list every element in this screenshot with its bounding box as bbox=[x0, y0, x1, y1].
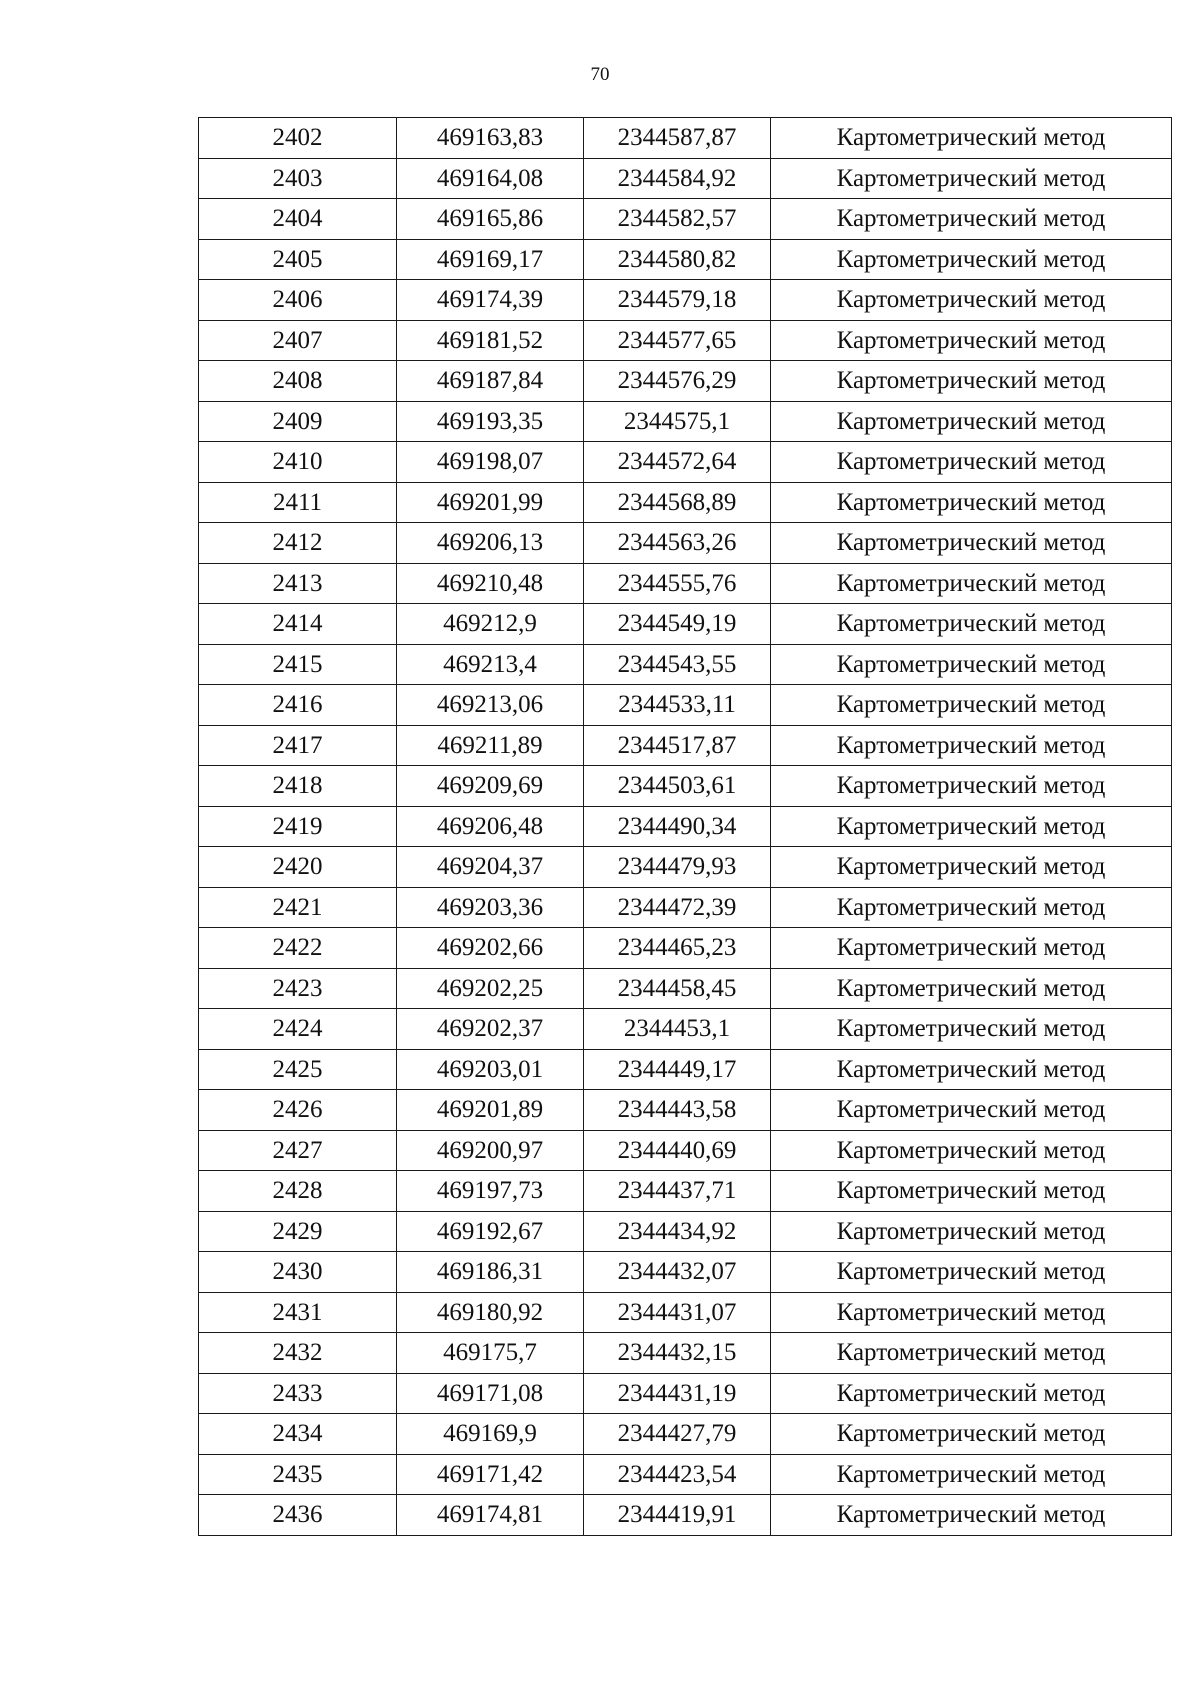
table-row bbox=[199, 361, 1172, 402]
method-cell: Картометрический метод bbox=[771, 1292, 1172, 1333]
y-coordinate-cell: 2344443,58 bbox=[584, 1090, 771, 1131]
y-coordinate-cell: 2344517,87 bbox=[584, 725, 771, 766]
table-row bbox=[199, 1252, 1172, 1293]
point-number-cell: 2432 bbox=[199, 1333, 397, 1374]
table-row bbox=[199, 1211, 1172, 1252]
y-coordinate-cell: 2344431,07 bbox=[584, 1292, 771, 1333]
method-cell: Картометрический метод bbox=[771, 563, 1172, 604]
x-coordinate-cell: 469203,01 bbox=[397, 1049, 584, 1090]
point-number-cell: 2410 bbox=[199, 442, 397, 483]
table-row bbox=[199, 1171, 1172, 1212]
point-number-cell: 2417 bbox=[199, 725, 397, 766]
y-coordinate-cell: 2344555,76 bbox=[584, 563, 771, 604]
y-coordinate-cell: 2344437,71 bbox=[584, 1171, 771, 1212]
table-row bbox=[199, 482, 1172, 523]
x-coordinate-cell: 469209,69 bbox=[397, 766, 584, 807]
x-coordinate-cell: 469213,4 bbox=[397, 644, 584, 685]
x-coordinate-cell: 469192,67 bbox=[397, 1211, 584, 1252]
point-number-cell: 2420 bbox=[199, 847, 397, 888]
y-coordinate-cell: 2344563,26 bbox=[584, 523, 771, 564]
point-number-cell: 2415 bbox=[199, 644, 397, 685]
coordinates-table-body bbox=[199, 118, 1172, 1536]
y-coordinate-cell: 2344572,64 bbox=[584, 442, 771, 483]
point-number-cell: 2403 bbox=[199, 158, 397, 199]
point-number-cell: 2402 bbox=[199, 118, 397, 159]
x-coordinate-cell: 469198,07 bbox=[397, 442, 584, 483]
method-cell: Картометрический метод bbox=[771, 1090, 1172, 1131]
table-row bbox=[199, 766, 1172, 807]
x-coordinate-cell: 469171,08 bbox=[397, 1373, 584, 1414]
table-row bbox=[199, 685, 1172, 726]
method-cell: Картометрический метод bbox=[771, 1373, 1172, 1414]
point-number-cell: 2408 bbox=[199, 361, 397, 402]
table-row bbox=[199, 280, 1172, 321]
table-row bbox=[199, 725, 1172, 766]
point-number-cell: 2423 bbox=[199, 968, 397, 1009]
point-number-cell: 2407 bbox=[199, 320, 397, 361]
table-row bbox=[199, 239, 1172, 280]
y-coordinate-cell: 2344419,91 bbox=[584, 1495, 771, 1536]
method-cell: Картометрический метод bbox=[771, 1211, 1172, 1252]
y-coordinate-cell: 2344549,19 bbox=[584, 604, 771, 645]
x-coordinate-cell: 469186,31 bbox=[397, 1252, 584, 1293]
y-coordinate-cell: 2344479,93 bbox=[584, 847, 771, 888]
x-coordinate-cell: 469163,83 bbox=[397, 118, 584, 159]
method-cell: Картометрический метод bbox=[771, 766, 1172, 807]
table-row bbox=[199, 401, 1172, 442]
point-number-cell: 2416 bbox=[199, 685, 397, 726]
method-cell: Картометрический метод bbox=[771, 887, 1172, 928]
y-coordinate-cell: 2344568,89 bbox=[584, 482, 771, 523]
y-coordinate-cell: 2344434,92 bbox=[584, 1211, 771, 1252]
y-coordinate-cell: 2344427,79 bbox=[584, 1414, 771, 1455]
table-row bbox=[199, 644, 1172, 685]
table-row bbox=[199, 928, 1172, 969]
x-coordinate-cell: 469193,35 bbox=[397, 401, 584, 442]
y-coordinate-cell: 2344453,1 bbox=[584, 1009, 771, 1050]
method-cell: Картометрический метод bbox=[771, 1454, 1172, 1495]
x-coordinate-cell: 469204,37 bbox=[397, 847, 584, 888]
x-coordinate-cell: 469211,89 bbox=[397, 725, 584, 766]
table-row bbox=[199, 563, 1172, 604]
method-cell: Картометрический метод bbox=[771, 604, 1172, 645]
method-cell: Картометрический метод bbox=[771, 1171, 1172, 1212]
method-cell: Картометрический метод bbox=[771, 158, 1172, 199]
y-coordinate-cell: 2344582,57 bbox=[584, 199, 771, 240]
x-coordinate-cell: 469202,25 bbox=[397, 968, 584, 1009]
x-coordinate-cell: 469197,73 bbox=[397, 1171, 584, 1212]
method-cell: Картометрический метод bbox=[771, 361, 1172, 402]
table-row bbox=[199, 523, 1172, 564]
table-row bbox=[199, 887, 1172, 928]
method-cell: Картометрический метод bbox=[771, 806, 1172, 847]
x-coordinate-cell: 469180,92 bbox=[397, 1292, 584, 1333]
method-cell: Картометрический метод bbox=[771, 118, 1172, 159]
x-coordinate-cell: 469206,48 bbox=[397, 806, 584, 847]
y-coordinate-cell: 2344543,55 bbox=[584, 644, 771, 685]
x-coordinate-cell: 469187,84 bbox=[397, 361, 584, 402]
x-coordinate-cell: 469210,48 bbox=[397, 563, 584, 604]
table-row bbox=[199, 1090, 1172, 1131]
table-row bbox=[199, 199, 1172, 240]
point-number-cell: 2426 bbox=[199, 1090, 397, 1131]
point-number-cell: 2411 bbox=[199, 482, 397, 523]
table-row bbox=[199, 1495, 1172, 1536]
x-coordinate-cell: 469202,66 bbox=[397, 928, 584, 969]
method-cell: Картометрический метод bbox=[771, 401, 1172, 442]
table-row bbox=[199, 320, 1172, 361]
x-coordinate-cell: 469206,13 bbox=[397, 523, 584, 564]
table-row bbox=[199, 1009, 1172, 1050]
x-coordinate-cell: 469200,97 bbox=[397, 1130, 584, 1171]
x-coordinate-cell: 469181,52 bbox=[397, 320, 584, 361]
page-number: 70 bbox=[590, 64, 610, 85]
method-cell: Картометрический метод bbox=[771, 523, 1172, 564]
point-number-cell: 2418 bbox=[199, 766, 397, 807]
method-cell: Картометрический метод bbox=[771, 1414, 1172, 1455]
method-cell: Картометрический метод bbox=[771, 1049, 1172, 1090]
table-row bbox=[199, 1373, 1172, 1414]
y-coordinate-cell: 2344423,54 bbox=[584, 1454, 771, 1495]
table-row bbox=[199, 968, 1172, 1009]
method-cell: Картометрический метод bbox=[771, 442, 1172, 483]
method-cell: Картометрический метод bbox=[771, 928, 1172, 969]
method-cell: Картометрический метод bbox=[771, 1252, 1172, 1293]
point-number-cell: 2409 bbox=[199, 401, 397, 442]
table-row bbox=[199, 1333, 1172, 1374]
table-row bbox=[199, 604, 1172, 645]
method-cell: Картометрический метод bbox=[771, 280, 1172, 321]
method-cell: Картометрический метод bbox=[771, 199, 1172, 240]
y-coordinate-cell: 2344587,87 bbox=[584, 118, 771, 159]
point-number-cell: 2412 bbox=[199, 523, 397, 564]
point-number-cell: 2406 bbox=[199, 280, 397, 321]
method-cell: Картометрический метод bbox=[771, 847, 1172, 888]
x-coordinate-cell: 469169,17 bbox=[397, 239, 584, 280]
method-cell: Картометрический метод bbox=[771, 725, 1172, 766]
point-number-cell: 2436 bbox=[199, 1495, 397, 1536]
point-number-cell: 2425 bbox=[199, 1049, 397, 1090]
x-coordinate-cell: 469174,39 bbox=[397, 280, 584, 321]
method-cell: Картометрический метод bbox=[771, 1009, 1172, 1050]
point-number-cell: 2431 bbox=[199, 1292, 397, 1333]
point-number-cell: 2421 bbox=[199, 887, 397, 928]
point-number-cell: 2427 bbox=[199, 1130, 397, 1171]
point-number-cell: 2435 bbox=[199, 1454, 397, 1495]
method-cell: Картометрический метод bbox=[771, 968, 1172, 1009]
method-cell: Картометрический метод bbox=[771, 685, 1172, 726]
y-coordinate-cell: 2344472,39 bbox=[584, 887, 771, 928]
x-coordinate-cell: 469175,7 bbox=[397, 1333, 584, 1374]
y-coordinate-cell: 2344432,07 bbox=[584, 1252, 771, 1293]
point-number-cell: 2413 bbox=[199, 563, 397, 604]
x-coordinate-cell: 469203,36 bbox=[397, 887, 584, 928]
y-coordinate-cell: 2344440,69 bbox=[584, 1130, 771, 1171]
x-coordinate-cell: 469213,06 bbox=[397, 685, 584, 726]
y-coordinate-cell: 2344449,17 bbox=[584, 1049, 771, 1090]
method-cell: Картометрический метод bbox=[771, 1333, 1172, 1374]
point-number-cell: 2414 bbox=[199, 604, 397, 645]
y-coordinate-cell: 2344490,34 bbox=[584, 806, 771, 847]
table-row bbox=[199, 1414, 1172, 1455]
y-coordinate-cell: 2344580,82 bbox=[584, 239, 771, 280]
point-number-cell: 2433 bbox=[199, 1373, 397, 1414]
x-coordinate-cell: 469169,9 bbox=[397, 1414, 584, 1455]
table-row bbox=[199, 442, 1172, 483]
point-number-cell: 2428 bbox=[199, 1171, 397, 1212]
method-cell: Картометрический метод bbox=[771, 1495, 1172, 1536]
method-cell: Картометрический метод bbox=[771, 1130, 1172, 1171]
point-number-cell: 2424 bbox=[199, 1009, 397, 1050]
method-cell: Картометрический метод bbox=[771, 644, 1172, 685]
point-number-cell: 2434 bbox=[199, 1414, 397, 1455]
y-coordinate-cell: 2344465,23 bbox=[584, 928, 771, 969]
method-cell: Картометрический метод bbox=[771, 239, 1172, 280]
coordinates-table bbox=[198, 117, 1172, 1536]
y-coordinate-cell: 2344431,19 bbox=[584, 1373, 771, 1414]
table-row bbox=[199, 1454, 1172, 1495]
point-number-cell: 2422 bbox=[199, 928, 397, 969]
point-number-cell: 2429 bbox=[199, 1211, 397, 1252]
method-cell: Картометрический метод bbox=[771, 482, 1172, 523]
x-coordinate-cell: 469171,42 bbox=[397, 1454, 584, 1495]
y-coordinate-cell: 2344579,18 bbox=[584, 280, 771, 321]
y-coordinate-cell: 2344432,15 bbox=[584, 1333, 771, 1374]
x-coordinate-cell: 469202,37 bbox=[397, 1009, 584, 1050]
table-row bbox=[199, 1049, 1172, 1090]
x-coordinate-cell: 469164,08 bbox=[397, 158, 584, 199]
table-row bbox=[199, 1130, 1172, 1171]
x-coordinate-cell: 469165,86 bbox=[397, 199, 584, 240]
point-number-cell: 2404 bbox=[199, 199, 397, 240]
y-coordinate-cell: 2344576,29 bbox=[584, 361, 771, 402]
table-row bbox=[199, 847, 1172, 888]
point-number-cell: 2430 bbox=[199, 1252, 397, 1293]
y-coordinate-cell: 2344503,61 bbox=[584, 766, 771, 807]
x-coordinate-cell: 469201,99 bbox=[397, 482, 584, 523]
table-row bbox=[199, 158, 1172, 199]
x-coordinate-cell: 469174,81 bbox=[397, 1495, 584, 1536]
y-coordinate-cell: 2344458,45 bbox=[584, 968, 771, 1009]
y-coordinate-cell: 2344533,11 bbox=[584, 685, 771, 726]
point-number-cell: 2405 bbox=[199, 239, 397, 280]
table-row bbox=[199, 806, 1172, 847]
table-row bbox=[199, 1292, 1172, 1333]
method-cell: Картометрический метод bbox=[771, 320, 1172, 361]
table-row bbox=[199, 118, 1172, 159]
x-coordinate-cell: 469201,89 bbox=[397, 1090, 584, 1131]
x-coordinate-cell: 469212,9 bbox=[397, 604, 584, 645]
y-coordinate-cell: 2344577,65 bbox=[584, 320, 771, 361]
y-coordinate-cell: 2344584,92 bbox=[584, 158, 771, 199]
y-coordinate-cell: 2344575,1 bbox=[584, 401, 771, 442]
point-number-cell: 2419 bbox=[199, 806, 397, 847]
